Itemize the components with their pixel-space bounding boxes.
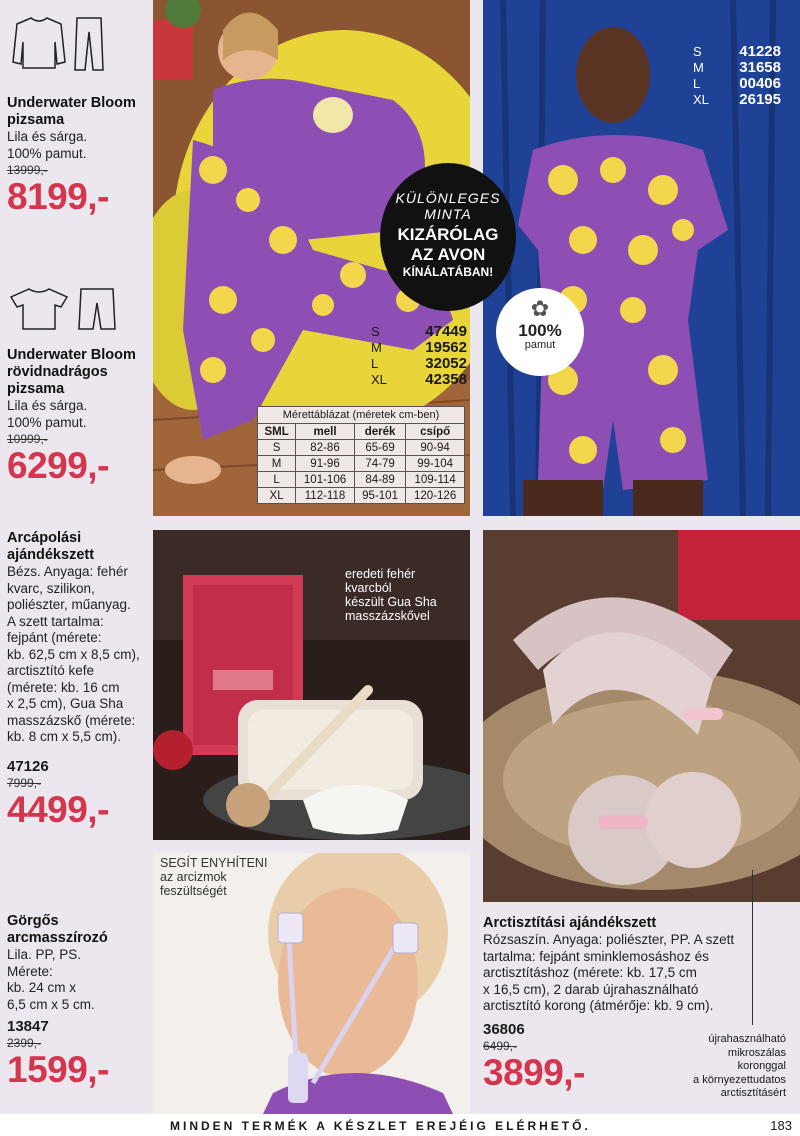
size-label: M bbox=[371, 340, 382, 355]
size-label: S bbox=[371, 324, 380, 339]
table-cell: 65-69 bbox=[354, 440, 405, 456]
side-note-line: újrahasználható bbox=[708, 1033, 786, 1045]
size-label: XL bbox=[371, 372, 387, 387]
face-gift-photo bbox=[153, 530, 470, 840]
roller-caption bbox=[160, 856, 267, 898]
long-pajama-icon bbox=[7, 12, 107, 74]
product-title: Arctisztítási ajándékszett bbox=[483, 915, 657, 931]
face-gift-info bbox=[7, 530, 152, 830]
pajama-short-info bbox=[7, 347, 147, 486]
product-desc: poliészter, műanyag. bbox=[7, 597, 131, 612]
size-table-header-cell: SML bbox=[258, 424, 296, 440]
table-cell: XL bbox=[258, 488, 296, 504]
cleansing-side-note bbox=[693, 1033, 786, 1101]
size-code-row bbox=[693, 92, 781, 108]
size-table-header-cell: derék bbox=[354, 424, 405, 440]
size-code-row bbox=[693, 76, 781, 92]
face-gift-caption bbox=[345, 567, 437, 623]
size-label: S bbox=[693, 44, 702, 59]
table-cell: 95-101 bbox=[354, 488, 405, 504]
price: 6299,- bbox=[7, 445, 109, 486]
old-price: 2399,- bbox=[7, 1036, 42, 1050]
size-table-caption: Mérettáblázat (méretek cm-ben) bbox=[257, 406, 465, 423]
product-desc: tartalma: fejpánt sminklemosáshoz és bbox=[483, 948, 709, 964]
face-gift-caption-line: készült Gua Sha bbox=[345, 595, 437, 609]
product-title: Underwater Bloom bbox=[7, 347, 136, 363]
product-title: Underwater Bloom bbox=[7, 95, 136, 111]
product-code: 19562 bbox=[425, 339, 467, 356]
product-desc: masszázskő (mérete: bbox=[7, 712, 136, 728]
size-table-wrap bbox=[257, 406, 465, 504]
short-pajama-icon bbox=[7, 285, 117, 333]
product-desc: Lila. PP, PS. bbox=[7, 947, 82, 962]
table-cell: 99-104 bbox=[406, 456, 465, 472]
cotton-label: pamut bbox=[524, 339, 556, 351]
size-label: M bbox=[693, 60, 704, 75]
old-price: 10999,- bbox=[7, 432, 48, 446]
product-desc: kb. 24 cm x bbox=[7, 980, 77, 995]
face-gift-caption-line: eredeti fehér bbox=[345, 567, 416, 581]
page-number: 183 bbox=[770, 1118, 792, 1133]
table-cell: M bbox=[258, 456, 296, 472]
size-code-row bbox=[371, 340, 467, 356]
cleansing-gift-photo bbox=[483, 530, 800, 902]
product-title: rövidnadrágos bbox=[7, 364, 108, 380]
roller-caption-line: az arcizmok bbox=[160, 870, 227, 884]
table-row bbox=[258, 472, 465, 488]
table-cell: 120-126 bbox=[406, 488, 465, 504]
product-desc: Lila és sárga. bbox=[7, 398, 88, 413]
size-code-row bbox=[693, 44, 781, 60]
product-desc: Rózsaszín. Anyaga: poliészter, PP. A szett bbox=[483, 932, 735, 947]
table-cell: 82-86 bbox=[296, 440, 355, 456]
roller-caption-line: feszültségét bbox=[160, 884, 227, 898]
roller-photo bbox=[153, 853, 470, 1114]
cotton-icon: ✿ bbox=[530, 296, 550, 321]
table-row bbox=[258, 440, 465, 456]
table-row bbox=[258, 488, 465, 504]
roller-info bbox=[7, 913, 152, 1090]
product-title: arcmasszírozó bbox=[7, 930, 108, 946]
product-desc: x 2,5 cm), Gua Sha bbox=[7, 696, 124, 711]
product-code: 42358 bbox=[425, 371, 467, 388]
product-desc: kvarc, szilikon, bbox=[7, 580, 95, 596]
table-cell: S bbox=[258, 440, 296, 456]
product-desc: Mérete: bbox=[7, 963, 53, 979]
size-table bbox=[257, 423, 465, 504]
side-note-pointer-line bbox=[752, 870, 753, 1025]
product-code: 26195 bbox=[739, 91, 781, 108]
price: 8199,- bbox=[7, 176, 109, 217]
product-desc: x 16,5 cm), 2 darab újrahasználható bbox=[483, 981, 699, 997]
size-code-row bbox=[371, 372, 467, 388]
product-desc: Lila és sárga. bbox=[7, 129, 88, 144]
product-desc: arctisztító kefe bbox=[7, 663, 95, 678]
product-desc: 100% pamut. bbox=[7, 145, 87, 161]
side-note-line: arctisztításért bbox=[720, 1087, 786, 1099]
footer bbox=[0, 1114, 800, 1136]
table-cell: 90-94 bbox=[406, 440, 465, 456]
face-gift-caption-line: kvarcból bbox=[345, 581, 392, 595]
product-desc: 6,5 cm x 5 cm. bbox=[7, 996, 95, 1012]
table-cell: 91-96 bbox=[296, 456, 355, 472]
footer-text: MINDEN TERMÉK A KÉSZLET EREJÉIG ELÉRHETŐ. bbox=[170, 1119, 591, 1133]
exclusive-badge bbox=[380, 163, 516, 311]
pajama-long-size-codes bbox=[371, 324, 467, 388]
old-price: 6499,- bbox=[483, 1038, 518, 1053]
product-title: pizsama bbox=[7, 112, 65, 128]
face-gift-caption-line: masszázskővel bbox=[345, 609, 430, 623]
pajama-short-size-codes bbox=[693, 44, 781, 108]
size-table-header-cell: csípő bbox=[406, 424, 465, 440]
table-cell: 112-118 bbox=[296, 488, 355, 504]
old-price: 7999,- bbox=[7, 775, 42, 790]
badge-line: MINTA bbox=[424, 206, 472, 222]
price: 1599,- bbox=[7, 1049, 109, 1090]
product-code: 41228 bbox=[739, 43, 781, 60]
size-label: L bbox=[371, 356, 379, 371]
badge-line: KIZÁRÓLAG bbox=[397, 225, 499, 244]
product-code: 32052 bbox=[425, 355, 467, 372]
table-cell: 84-89 bbox=[354, 472, 405, 488]
product-title: pizsama bbox=[7, 381, 65, 397]
product-title: Görgős bbox=[7, 913, 59, 929]
price: 3899,- bbox=[483, 1051, 585, 1093]
pajama-long-info bbox=[7, 95, 147, 217]
table-cell: L bbox=[258, 472, 296, 488]
side-note-line: a környezettudatos bbox=[693, 1073, 786, 1086]
badge-line: AZ AVON bbox=[410, 245, 486, 264]
product-code: 00406 bbox=[739, 75, 781, 92]
size-code-row bbox=[693, 60, 781, 76]
product-title: Arcápolási bbox=[7, 530, 82, 546]
badge-line: KÍNÁLATÁBAN! bbox=[402, 265, 494, 279]
side-note-line: koronggal bbox=[737, 1060, 786, 1072]
size-table-header-cell: mell bbox=[296, 424, 355, 440]
product-code: 47449 bbox=[425, 323, 467, 340]
price: 4499,- bbox=[7, 788, 109, 830]
product-code: 31658 bbox=[739, 59, 781, 76]
product-desc: A szett tartalma: bbox=[7, 613, 104, 629]
size-table-header bbox=[258, 424, 465, 440]
old-price: 13999,- bbox=[7, 163, 48, 177]
product-code: 36806 bbox=[483, 1020, 525, 1038]
roller-caption-line: SEGÍT ENYHÍTENI bbox=[160, 856, 268, 870]
product-desc: Bézs. Anyaga: fehér bbox=[7, 564, 128, 579]
cleansing-gift-illustration bbox=[483, 530, 800, 902]
product-title: ajándékszett bbox=[7, 547, 95, 563]
product-desc: fejpánt (mérete: bbox=[7, 630, 102, 645]
table-cell: 74-79 bbox=[354, 456, 405, 472]
badge-line: KÜLÖNLEGES bbox=[395, 190, 501, 206]
product-desc: 100% pamut. bbox=[7, 414, 87, 430]
table-row bbox=[258, 456, 465, 472]
product-desc: arctisztításhoz (mérete: kb. 17,5 cm bbox=[483, 965, 697, 980]
cotton-badge bbox=[496, 288, 584, 376]
size-label: XL bbox=[693, 92, 709, 107]
cotton-percent: 100% bbox=[518, 321, 562, 340]
table-cell: 101-106 bbox=[296, 472, 355, 488]
product-code: 13847 bbox=[7, 1018, 49, 1035]
table-cell: 109-114 bbox=[406, 472, 465, 488]
product-desc: kb. 62,5 cm x 8,5 cm), bbox=[7, 646, 140, 662]
size-code-row bbox=[371, 324, 467, 340]
size-code-row bbox=[371, 356, 467, 372]
product-code: 47126 bbox=[7, 757, 49, 775]
product-desc: arctisztító korong (átmérője: kb. 9 cm). bbox=[483, 998, 714, 1013]
size-label: L bbox=[693, 76, 701, 91]
side-note-line: mikroszálas bbox=[727, 1046, 786, 1059]
product-desc: kb. 8 cm x 5,5 cm). bbox=[7, 729, 122, 744]
product-desc: (mérete: kb. 16 cm bbox=[7, 679, 120, 695]
